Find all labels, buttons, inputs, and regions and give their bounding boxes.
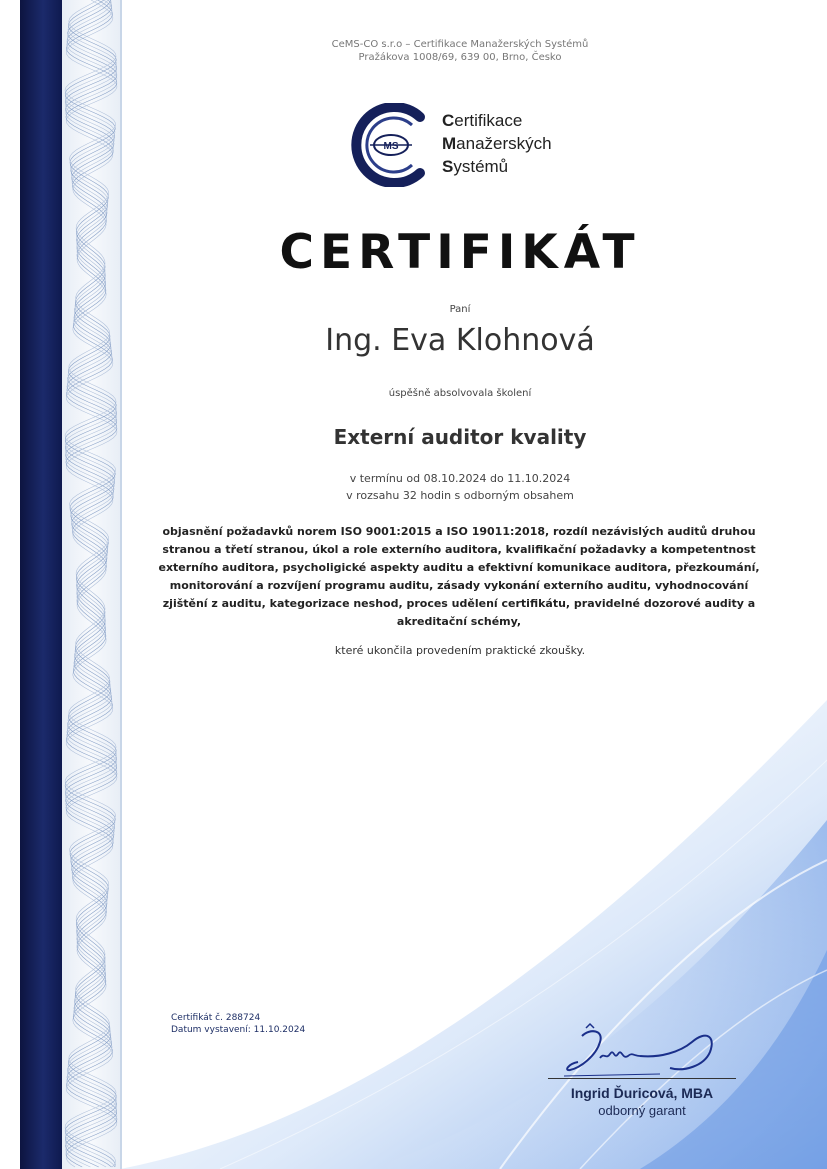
course-dates (140, 470, 780, 504)
signature-line (548, 1078, 736, 1079)
recipient-name: Ing. Eva Klohnová (325, 323, 595, 358)
logo-word-2: anažerských (456, 134, 552, 153)
exam-statement: které ukončila provedením praktické zkoušky. (334, 644, 586, 657)
course-title: Externí auditor kvality (333, 425, 587, 449)
signatory-role: odborný garant (598, 1103, 686, 1118)
certificate-number: Certifikát č. 288724 (171, 1013, 261, 1023)
signatory-name: Ingrid Ďuricová, MBA (570, 1085, 714, 1101)
logo-emblem-text: MS (383, 141, 399, 152)
logo-word-1: ertifikace (454, 111, 523, 130)
logo-wordmark (442, 109, 552, 178)
guilloche-curve (66, 0, 117, 1167)
left-border-band (20, 0, 62, 1169)
logo-word-3: ystémů (453, 157, 509, 176)
completion-statement: úspěšně absolvovala školení (388, 388, 532, 399)
logo-initial-m: M (442, 134, 457, 153)
guilloche-pattern (62, 0, 120, 1169)
logo-emblem-icon (350, 103, 434, 187)
issuer-name: CeMS-CO s.r.o – Certifikace Manažerských Systémů (331, 39, 589, 50)
logo-initial-c: C (442, 111, 455, 130)
course-content: objasnění požadavků norem ISO 9001:2015 a ISO 19011:2018, rozdíl nezávislých auditů druhou stranou a třetí stranou, úkol a role externího auditora, kvalifikační požadavky a kompetentnost externího auditora, psycholigické aspekty auditu a efektivní komunikace auditora, přezkoumání, monitorování a rozvíjení programu auditu, zásady vykonání externího auditu, vyhodnocování zjištění z auditu, kategorizace neshod, proces udělení certifikátu, pravidelné dozorové audity a akreditační schémy, (158, 525, 760, 628)
issue-date: Datum vystavení: 11.10.2024 (171, 1025, 306, 1035)
course-scope: v rozsahu 32 hodin s odborným obsahem (346, 489, 574, 502)
signature-image (560, 1022, 740, 1082)
issuer-header (140, 38, 780, 64)
certificate-title: CERTIFIKÁT (279, 225, 641, 280)
issuer-address: Pražákova 1008/69, 639 00, Brno, Česko (358, 52, 562, 63)
logo-initial-s: S (442, 157, 454, 176)
company-logo (350, 103, 580, 187)
date-range: v termínu od 08.10.2024 do 11.10.2024 (349, 472, 571, 485)
salutation: Paní (449, 304, 471, 315)
certificate-meta (171, 1012, 305, 1036)
